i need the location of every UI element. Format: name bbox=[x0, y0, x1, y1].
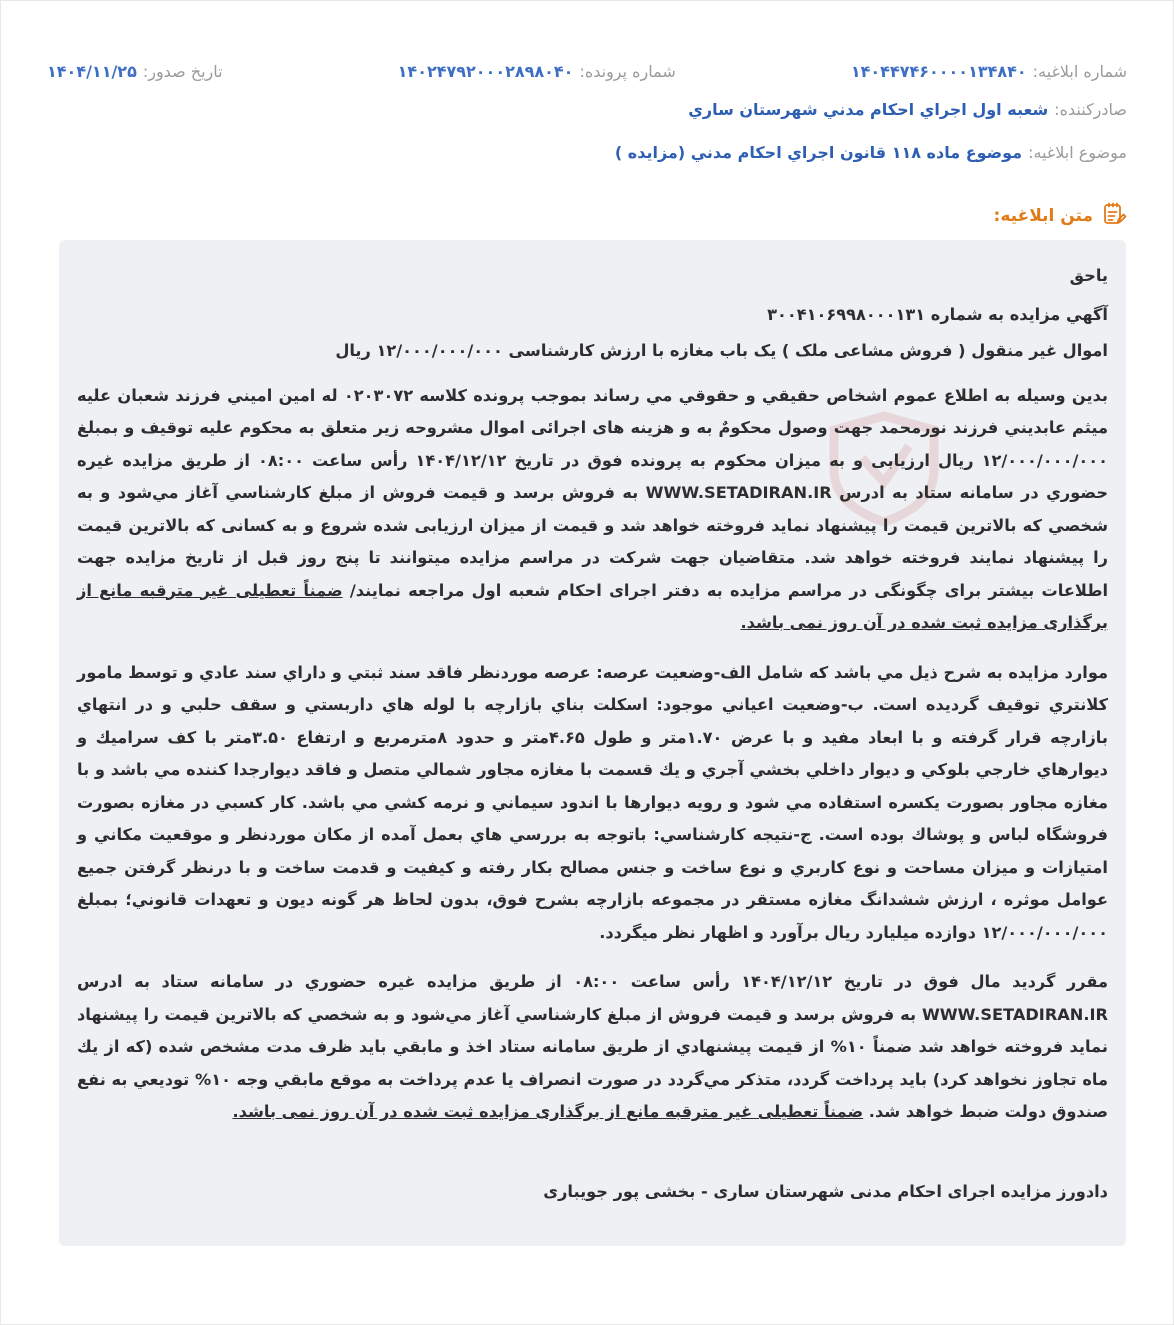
case-number bbox=[398, 59, 676, 83]
greeting-line: ياحق bbox=[1069, 266, 1108, 285]
case-number-value: ۱۴۰۲۴۷۹۲۰۰۰۲۸۹۸۰۴۰ bbox=[397, 61, 574, 81]
issuer-line bbox=[688, 100, 1127, 119]
notice-text-heading bbox=[994, 202, 1127, 230]
notice-text-title: متن ابلاغیه: bbox=[993, 206, 1093, 226]
notice-number-label: شماره ابلاغیه: bbox=[1032, 61, 1127, 81]
holiday-note: ضمناً تعطيلی غير مترقبه مانع از برگذاری مزايده ثبت شده در آن روز نمی باشد. bbox=[77, 580, 1108, 632]
notice-number bbox=[851, 59, 1127, 83]
notice-content-box bbox=[59, 240, 1126, 1246]
issuer-value: شعبه اول اجراي احكام مدني شهرستان ساري bbox=[688, 100, 1049, 119]
issue-date-label: تاریخ صدور: bbox=[142, 61, 223, 81]
auction-heading: آگهي مزايده به شماره ۳۰۰۴۱۰۶۹۹۸۰۰۰۱۳۱ bbox=[767, 304, 1108, 324]
notice-meta-row bbox=[47, 59, 1127, 83]
notice-number-value: ۱۴۰۴۴۷۴۶۰۰۰۰۱۳۴۸۴۰ bbox=[850, 61, 1027, 81]
auction-terms-paragraph bbox=[77, 966, 1108, 1129]
issue-date-value: ۱۴۰۴/۱۱/۲۵ bbox=[47, 61, 137, 81]
property-description-paragraph: موارد مزايده به شرح ذيل مي باشد كه شامل الف-وضعيت عرصه: عرصه موردنظر فاقد سند ثبتي و داراي سند عادي و توسط مامور كلانتري توقيف گرديده است. ب-وضعيت اعياني موجود: اسكلت بناي بازارچه با لوله هاي داربستي و سقف حلبي و در انتهاي بازارچه قرار گرفته و با ابعاد مفيد و با عرض ۱.۷۰متر و طول ۴.۶۵متر و حدود ۸مترمربع و ارتفاع ۳.۵۰متر با كف سراميك و ديوارهاي خارجي بلوكي و ديوار داخلي بخشي آجري و يك قسمت با مغازه مجاور شمالي متصل و فاقد ديوارجدا كننده مي باشد و با مغازه مجاور بصورت يكسره استفاده مي شود و رويه ديوارها با اندود سيماني و نرمه كشي مي باشد. كار كسبي در مغازه بصورت فروشگاه لباس و پوشاك بوده است. ج-نتيجه كارشناسي: باتوجه به بررسي هاي بعمل آمده از مكان موردنظر و موقعيت مكاني و امتيازات و ميزان مساحت و نوع كاربري و نوع ساخت و جنس مصالح بكار رفته و كيفيت و قدمت ساخت و با درنظر گرفتن جميع عوامل موثره ، ارزش ششدانگ مغازه مستقر در مجموعه بازارچه بشرح فوق، بدون لحاظ هر گونه ديون و تعهدات قانوني؛ بمبلغ ۱۲/۰۰۰/۰۰۰/۰۰۰ دوازده ميليارد ريال برآورد و اظهار نظر ميگردد. bbox=[77, 662, 1108, 942]
issuer-label: صادرکننده: bbox=[1054, 100, 1127, 119]
announcement-paragraph bbox=[77, 380, 1108, 640]
subject-value: موضوع ماده ۱۱۸ قانون اجراي احكام مدني (مزايده ) bbox=[614, 143, 1023, 162]
subject-label: موضوع ابلاغیه: bbox=[1028, 143, 1127, 162]
signature-line: دادورز مزايده اجرای احكام مدنی شهرستان ساری - بخشی پور جويباری bbox=[543, 1182, 1108, 1201]
case-number-label: شماره پرونده: bbox=[579, 61, 676, 81]
issue-date bbox=[47, 59, 223, 83]
auction-terms-text: مقرر گرديد مال فوق در تاريخ ۱۴۰۴/۱۲/۱۲ رأس ساعت ۰۸:۰۰ از طريق مزايده غيره حضوري در سامانه ستاد به ادرس WWW.SETADIRAN.IR به فروش برسد و قيمت فروش از مبلغ كارشناسي آغاز مي‌شود و به شخصي كه بالاترين قيمت را پيشنهاد نمايد فروخته خواهد شد ضمناً ۱۰% از قيمت پيشنهادي از طريق سامانه ستاد اخذ و مابقي بايد ظرف مدت مشخص شده (كه از يك ماه تجاوز نخواهد كرد) بايد پرداخت گردد، متذكر مي‌گردد در صورت انصراف يا عدم پرداخت به موقع مابقي وجه ۱۰% توديعي به نفع صندوق دولت ضبط خواهد شد. bbox=[77, 972, 1108, 1121]
notice-document-icon bbox=[1101, 201, 1127, 232]
subject-line bbox=[615, 143, 1127, 162]
holiday-note-2: ضمناً تعطيلی غير مترقبه مانع از برگذاری مزايده ثبت شده در آن روز نمی باشد. bbox=[232, 1102, 864, 1121]
property-summary: اموال غير منقول ( فروش مشاعی ملک ) يک باب مغازه با ارزش کارشناسی ۱۲/۰۰۰/۰۰۰/۰۰۰ ريال bbox=[335, 341, 1108, 360]
announcement-text: بدين وسيله به اطلاع عموم اشخاص حقيقي و حقوقي مي رساند بموجب پرونده كلاسه ۰۲۰۳۰۷۲ له امين اميني فرزند شعبان عليه ميثم عابديني فرزند نورمحمد جهت وصول محكومٌ به و هزينه های اجرائی اموال مشروحه زير متعلق به محكوم عليه توقيف و بمبلغ ۱۲/۰۰۰/۰۰۰/۰۰۰ ريال ارزيابی و به ميزان محكوم به پرونده فوق در تاريخ ۱۴۰۴/۱۲/۱۲ رأس ساعت ۰۸:۰۰ از طريق مزايده غيره حضوري در سامانه ستاد به ادرس WWW.SETADIRAN.IR به فروش برسد و قيمت فروش از مبلغ كارشناسي آغاز مي‌شود و به شخصي كه بالاترين قيمت را پيشنهاد نمايد فروخته خواهد شد و قيمت از ميزان ارزيابی شده شروع و به كسانی كه بالاترين قيمت را پيشنهاد نمايند فروخته خواهد شد. متقاضيان جهت شركت در مراسم مزايده ميتوانند تا پنج روز قبل از تاريخ مزايده جهت اطلاعات بيشتر برای چگونگی در مراسم مزايده به دفتر اجرای احكام شعبه اول مراجعه نمايند/ bbox=[77, 385, 1109, 600]
